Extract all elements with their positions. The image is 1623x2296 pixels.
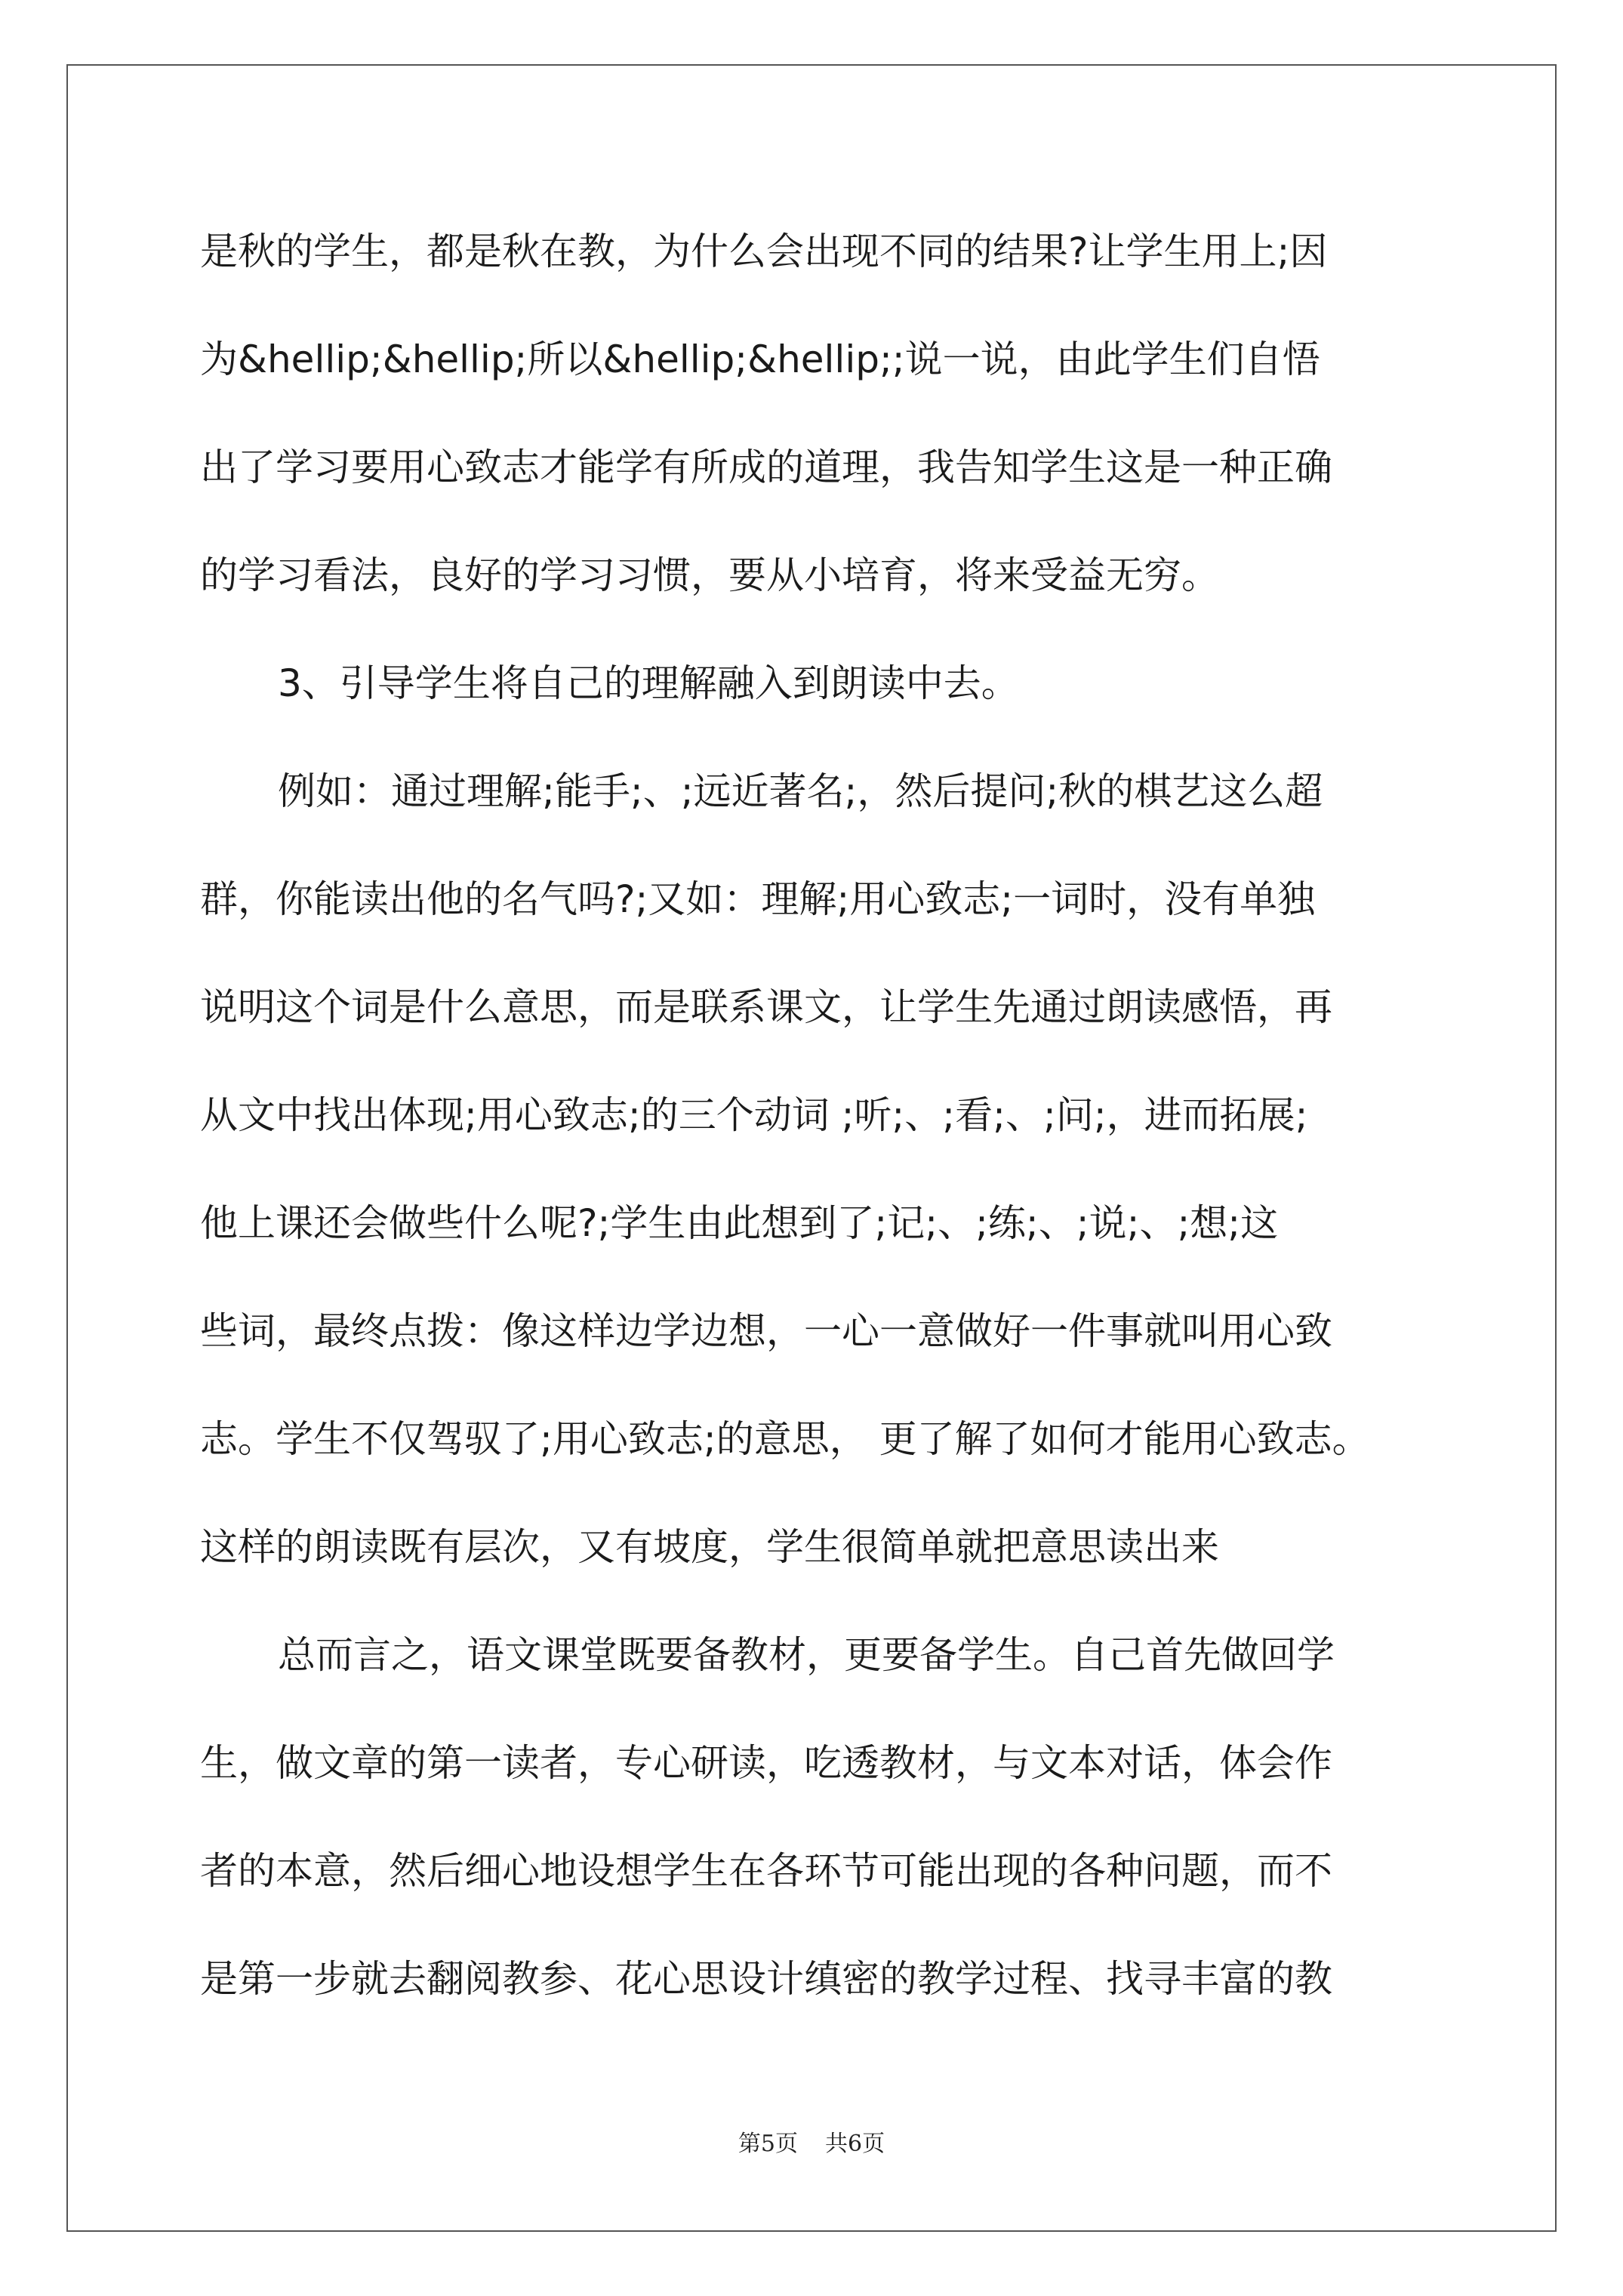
page-total: 共6页 — [825, 2131, 885, 2157]
text-line-14: 总而言之，语文课堂既要备教材，更要备学生。自己首先做回学 — [278, 1633, 1335, 1677]
page-number: 第5页 — [738, 2131, 798, 2157]
text-line-17: 是第一步就去翻阅教参、花心思设计缜密的教学过程、找寻丰富的教 — [200, 1957, 1332, 2001]
text-line-9: 从文中找出体现;用心致志;的三个动词 ;听;、;看;、;问;，进而拓展; — [200, 1093, 1308, 1137]
text-line-8: 说明这个词是什么意思，而是联系课文，让学生先通过朗读感悟，再 — [200, 985, 1332, 1029]
text-line-5: 3、引导学生将自己的理解融入到朗读中去。 — [278, 661, 1019, 705]
text-line-1: 是秋的学生，都是秋在教，为什么会出现不同的结果?让学生用上;因 — [200, 230, 1328, 273]
text-line-2: 为&hellip;&hellip;所以&hellip;&hellip;;说一说，由此学生们自悟 — [200, 337, 1320, 381]
text-line-12: 志。学生不仅驾驭了;用心致志;的意思， 更了解了如何才能用心致志。 — [200, 1417, 1370, 1461]
text-line-16: 者的本意，然后细心地设想学生在各环节可能出现的各种问题，而不 — [200, 1849, 1332, 1893]
page-footer — [0, 2131, 1623, 2158]
text-line-7: 群，你能读出他的名气吗?;又如：理解;用心致志;一词时，没有单独 — [200, 877, 1316, 921]
text-line-15: 生，做文章的第一读者，专心研读，吃透教材，与文本对话，体会作 — [200, 1741, 1332, 1785]
text-line-11: 些词，最终点拨：像这样边学边想，一心一意做好一件事就叫用心致 — [200, 1309, 1332, 1353]
text-line-6: 例如：通过理解;能手;、;远近著名;，然后提问;秋的棋艺这么超 — [278, 769, 1323, 813]
page-frame — [66, 64, 1557, 2232]
text-line-3: 出了学习要用心致志才能学有所成的道理，我告知学生这是一种正确 — [200, 445, 1332, 489]
text-line-4: 的学习看法，良好的学习习惯，要从小培育，将来受益无穷。 — [200, 553, 1219, 597]
text-line-10: 他上课还会做些什么呢?;学生由此想到了;记;、;练;、;说;、;想;这 — [200, 1201, 1279, 1245]
text-line-13: 这样的朗读既有层次，又有坡度，学生很简单就把意思读出来 — [200, 1525, 1219, 1569]
